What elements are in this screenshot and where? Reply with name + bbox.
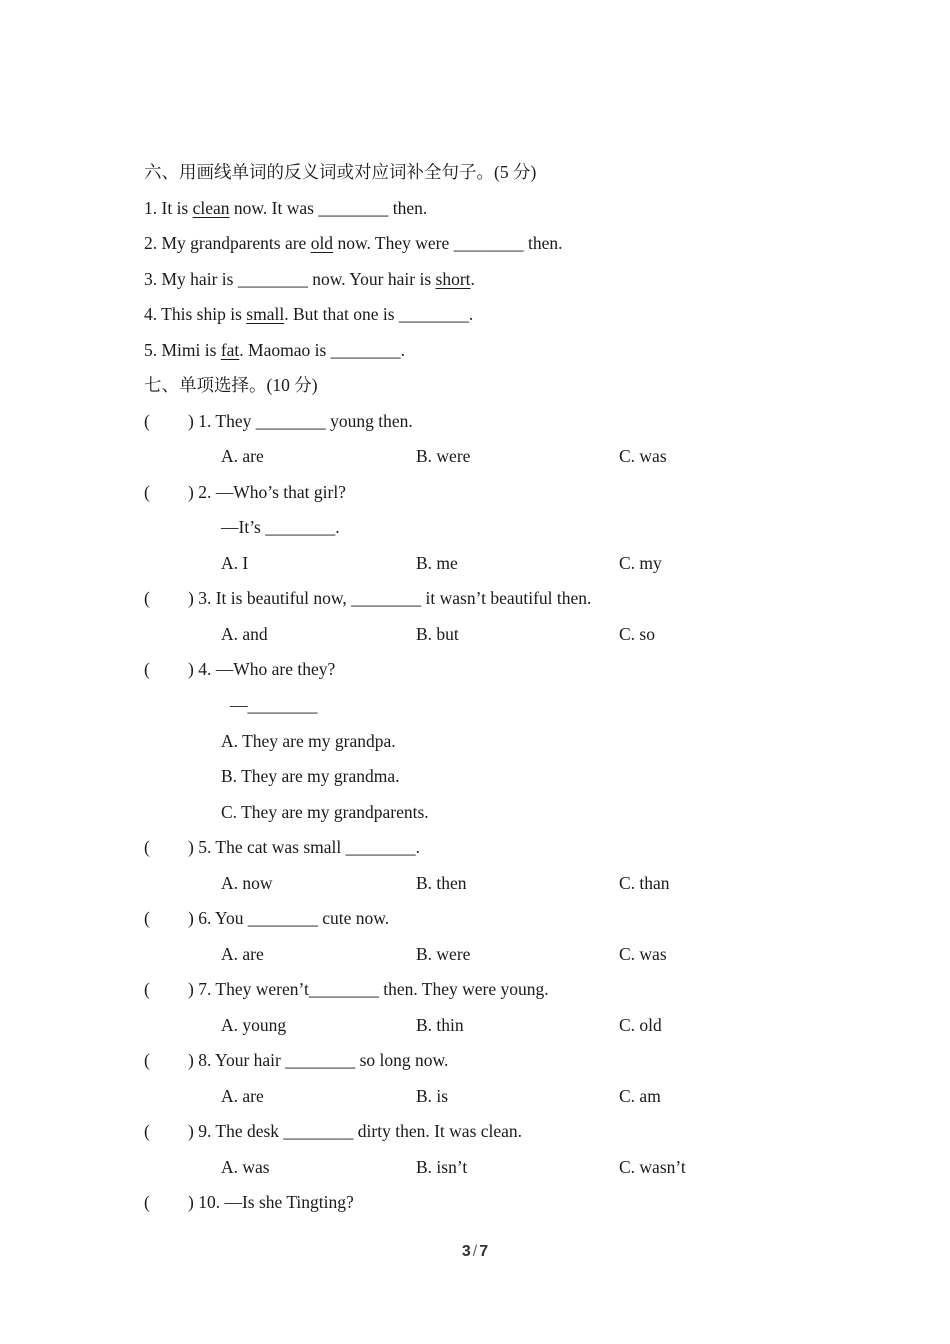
q8-text: ) 8. Your hair ________ so long now. bbox=[188, 1050, 449, 1070]
q6-option-b: B. were bbox=[416, 944, 471, 964]
q7-option-b: B. thin bbox=[416, 1015, 464, 1035]
s6-item-1-underlined: clean bbox=[192, 198, 230, 218]
q9-option-a: A. was bbox=[221, 1157, 270, 1177]
q3-option-b: B. but bbox=[416, 624, 459, 644]
q1-text: ) 1. They ________ young then. bbox=[188, 411, 413, 431]
s6-item-5-underlined: fat bbox=[220, 340, 240, 360]
q6-option-c: C. was bbox=[619, 944, 667, 964]
q9-answer-blank[interactable]: ( bbox=[144, 1121, 150, 1141]
s6-item-5-pre: 5. Mimi is bbox=[144, 340, 221, 360]
s6-item-1-post: now. It was ________ then. bbox=[229, 198, 428, 218]
q5-text: ) 5. The cat was small ________. bbox=[188, 837, 420, 857]
s6-item-4-pre: 4. This ship is bbox=[144, 304, 247, 324]
page-total: 7 bbox=[479, 1243, 489, 1260]
s6-item-3 bbox=[144, 267, 475, 291]
q7-answer-blank[interactable]: ( bbox=[144, 979, 150, 999]
q2-text: ) 2. —Who’s that girl? bbox=[188, 482, 346, 502]
q2-answer-blank[interactable]: ( bbox=[144, 482, 150, 502]
page-number bbox=[0, 1243, 950, 1261]
q5-option-c: C. than bbox=[619, 873, 670, 893]
q1-answer-blank[interactable]: ( bbox=[144, 411, 150, 431]
q8-option-a: A. are bbox=[221, 1086, 264, 1106]
q8-answer-blank[interactable]: ( bbox=[144, 1050, 150, 1070]
q9-text: ) 9. The desk ________ dirty then. It was clean. bbox=[188, 1121, 523, 1141]
q7-option-c: C. old bbox=[619, 1015, 662, 1035]
q3-text: ) 3. It is beautiful now, ________ it wasn’t beautiful then. bbox=[188, 588, 592, 608]
q1-option-b: B. were bbox=[416, 446, 471, 466]
s6-item-4 bbox=[144, 302, 473, 326]
s6-item-2-post: now. They were ________ then. bbox=[333, 233, 563, 253]
q9-option-c: C. wasn’t bbox=[619, 1157, 686, 1177]
s6-item-3-underlined: short bbox=[435, 269, 471, 289]
q6-answer-blank[interactable]: ( bbox=[144, 908, 150, 928]
q3-answer-blank[interactable]: ( bbox=[144, 588, 150, 608]
s6-item-5-post: . Maomao is ________. bbox=[239, 340, 406, 360]
s6-item-3-post: . bbox=[470, 269, 475, 289]
q5-answer-blank[interactable]: ( bbox=[144, 837, 150, 857]
section-6-heading: 六、用画线单词的反义词或对应词补全句子。(5 分) bbox=[144, 162, 537, 182]
q9-option-b: B. isn’t bbox=[416, 1157, 468, 1177]
q8-option-c: C. am bbox=[619, 1086, 661, 1106]
s6-item-2-pre: 2. My grandparents are bbox=[144, 233, 311, 253]
q1-option-a: A. are bbox=[221, 446, 264, 466]
q7-text: ) 7. They weren’t________ then. They were young. bbox=[188, 979, 549, 999]
q7-option-a: A. young bbox=[221, 1015, 287, 1035]
q2-option-b: B. me bbox=[416, 553, 458, 573]
q4-text: ) 4. —Who are they? bbox=[188, 659, 336, 679]
s6-item-3-pre: 3. My hair is ________ now. Your hair is bbox=[144, 269, 436, 289]
q4-reply: —________ bbox=[230, 695, 318, 715]
s6-item-5 bbox=[144, 338, 405, 362]
q6-option-a: A. are bbox=[221, 944, 264, 964]
q5-option-a: A. now bbox=[221, 873, 273, 893]
q2-option-a: A. I bbox=[221, 553, 249, 573]
s6-item-4-underlined: small bbox=[246, 304, 285, 324]
q4-option-c: C. They are my grandparents. bbox=[221, 802, 429, 822]
s6-item-2-underlined: old bbox=[310, 233, 334, 253]
s6-item-4-post: . But that one is ________. bbox=[284, 304, 474, 324]
q4-option-b: B. They are my grandma. bbox=[221, 766, 400, 786]
q5-option-b: B. then bbox=[416, 873, 467, 893]
q4-option-a: A. They are my grandpa. bbox=[221, 731, 396, 751]
q10-answer-blank[interactable]: ( bbox=[144, 1192, 150, 1212]
q6-text: ) 6. You ________ cute now. bbox=[188, 908, 390, 928]
q4-answer-blank[interactable]: ( bbox=[144, 659, 150, 679]
q2-reply: —It’s ________. bbox=[221, 517, 340, 537]
q8-option-b: B. is bbox=[416, 1086, 449, 1106]
s6-item-2 bbox=[144, 231, 562, 255]
page-current: 3 bbox=[461, 1243, 471, 1260]
page-separator: / bbox=[472, 1243, 478, 1260]
q3-option-c: C. so bbox=[619, 624, 655, 644]
s6-item-1 bbox=[144, 196, 427, 220]
s6-item-1-pre: 1. It is bbox=[144, 198, 193, 218]
q2-option-c: C. my bbox=[619, 553, 662, 573]
q10-text: ) 10. —Is she Tingting? bbox=[188, 1192, 354, 1212]
section-7-heading: 七、单项选择。(10 分) bbox=[144, 375, 318, 395]
q3-option-a: A. and bbox=[221, 624, 268, 644]
q1-option-c: C. was bbox=[619, 446, 667, 466]
